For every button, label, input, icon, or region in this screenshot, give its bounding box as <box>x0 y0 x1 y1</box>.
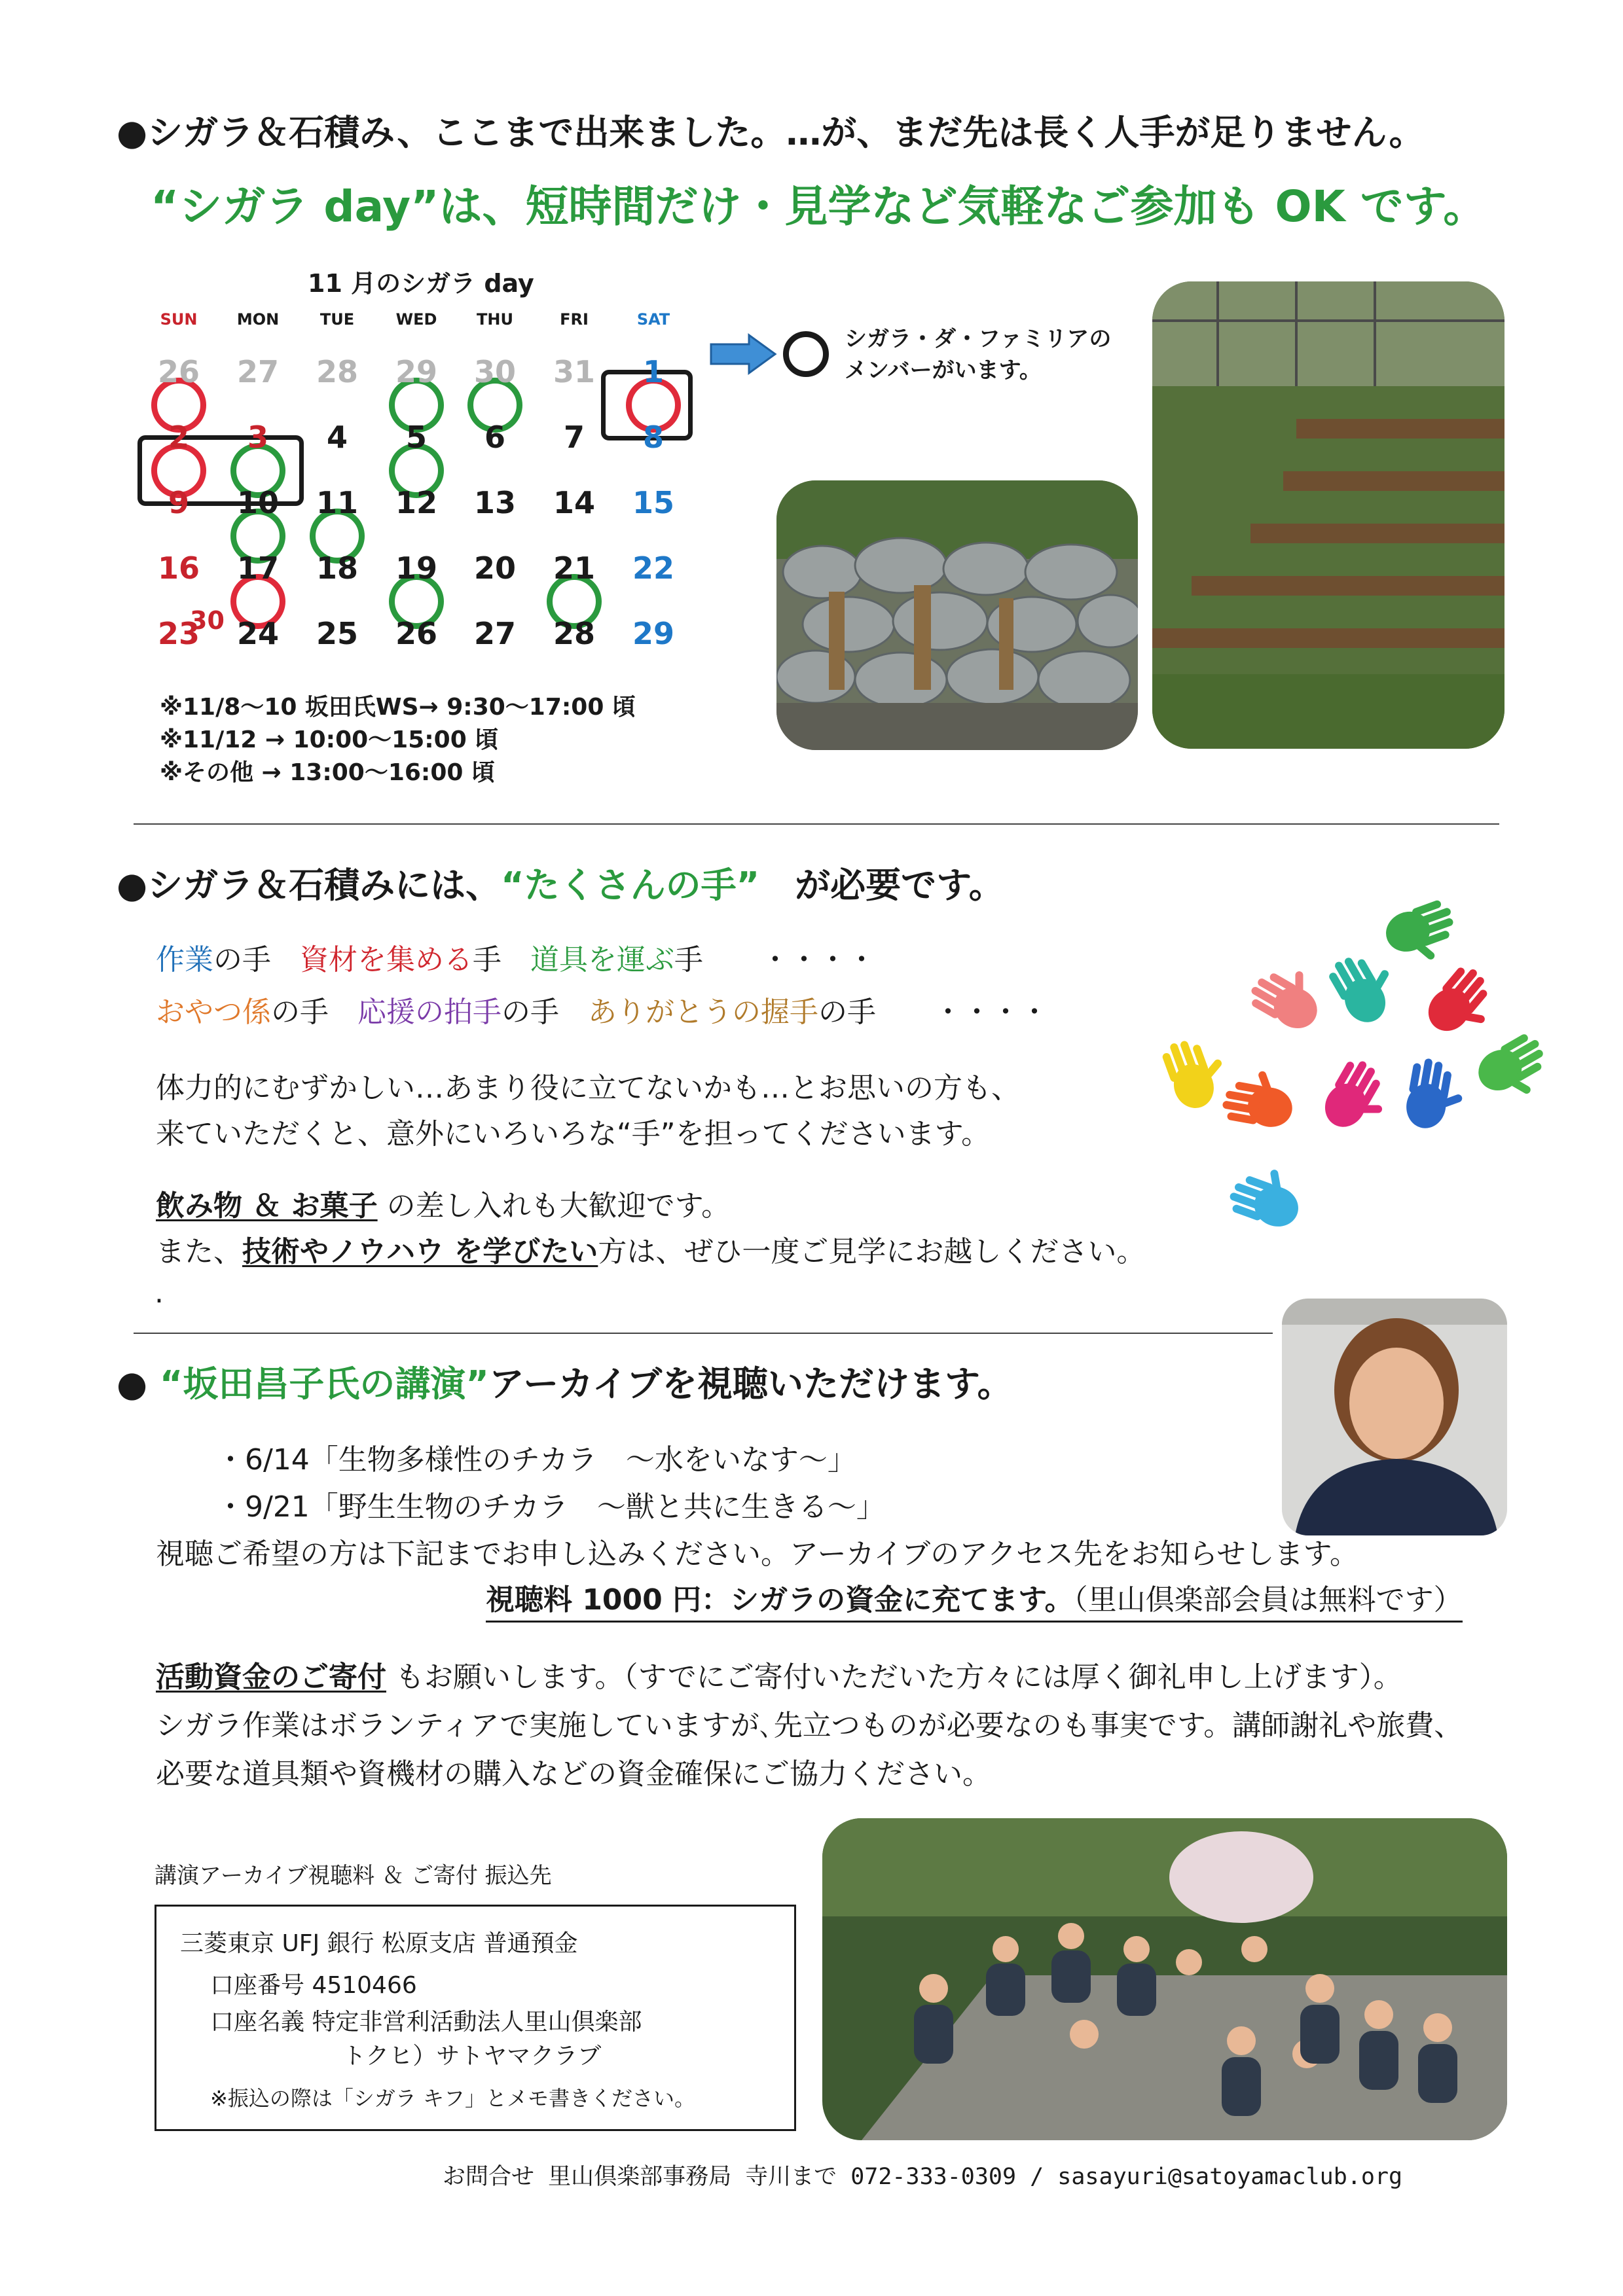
calendar-day: 18 <box>316 550 358 586</box>
dow-tue: TUE <box>319 310 355 329</box>
section2-heading-prefix: ●シガラ＆石積みには、 <box>117 865 501 906</box>
colorful-hands-illustration <box>1139 890 1545 1244</box>
calendar-day: 30 <box>473 354 516 389</box>
hand-sky-icon <box>1225 1157 1309 1233</box>
calendar-legend: シガラ・ダ・ファミリアの メンバーがいます。 <box>845 326 1112 384</box>
hand-teal-icon <box>1324 942 1407 1030</box>
calendar-day: 20 <box>473 550 516 586</box>
hands-work: 作業 <box>156 943 213 977</box>
dow-wed: WED <box>395 310 437 329</box>
archive-item-1: ・6/14「生物多様性のチカラ ～水をいなす～」 <box>216 1443 856 1477</box>
donation-line-1 <box>156 1653 1402 1695</box>
bank-info-box <box>155 1905 796 2131</box>
calendar-day: 29 <box>632 616 674 651</box>
hand-salmon-icon <box>1245 954 1332 1036</box>
donation-line-2: シガラ作業はボランティアで実施していますが､先立つものが必要なのも事実です。講師謝礼や旅費、 <box>156 1709 1463 1742</box>
hands-text-3: 手 ・・・・ <box>674 943 876 977</box>
hands-line-1 <box>156 936 876 978</box>
calendar-day: 24 <box>236 616 279 651</box>
calendar-day: 21 <box>553 550 595 586</box>
section2-heading-highlight: “たくさんの手” <box>501 865 760 906</box>
bank-account-number: 口座番号 4510466 <box>210 1972 417 1999</box>
calendar-day: 25 <box>316 616 358 651</box>
divider-1 <box>134 823 1499 825</box>
calendar-day: 17 <box>236 550 279 586</box>
stone-wall-photo <box>776 480 1138 750</box>
calendar-day: 9 <box>168 485 189 520</box>
calendar-day: 28 <box>316 354 358 389</box>
tech-pre: また、 <box>156 1235 242 1268</box>
donation-line-3: 必要な道具類や資機材の購入などの資金確保にご協力ください。 <box>156 1757 991 1791</box>
shigara-terrace-photo <box>1152 281 1504 749</box>
calendar-note-3: ※その他 → 13:00～16:00 頃 <box>160 759 495 786</box>
dow-fri: FRI <box>560 310 589 329</box>
bank-account-holder: 口座名義 特定非営利活動法人里山倶楽部 <box>210 2009 642 2036</box>
calendar-day-30: 30 <box>190 606 225 635</box>
section1-heading: ●シガラ＆石積み、ここまで出来ました。…が、まだ先は長く人手が足りません。 <box>117 112 1425 153</box>
calendar <box>118 255 707 818</box>
calendar-day: 10 <box>236 485 279 520</box>
legend-ring-icon <box>783 331 829 377</box>
tech-highlight: 技術やノウハウ を学びたい <box>242 1235 598 1268</box>
calendar-day: 28 <box>553 616 595 651</box>
hand-yellow-icon <box>1159 1030 1235 1113</box>
calendar-note-2: ※11/12 → 10:00～15:00 頃 <box>160 726 499 753</box>
hands-materials: 資材を集める <box>300 943 473 977</box>
hands-text-6: の手 ・・・・ <box>818 996 1049 1029</box>
section3-heading-highlight: “坂田昌子氏の講演” <box>159 1363 489 1405</box>
hand-blue-icon <box>1403 1056 1470 1134</box>
hands-tools: 道具を運ぶ <box>530 943 674 977</box>
calendar-note-1: ※11/8～10 坂田氏WS→ 9:30～17:00 頃 <box>160 694 636 721</box>
calendar-day: 11 <box>316 485 358 520</box>
calendar-day: 1 <box>642 354 664 389</box>
section2-para-1: 体力的にむずかしい…あまり役に立てないかも…とお思いの方も、 <box>156 1071 1020 1105</box>
calendar-day: 31 <box>553 354 595 389</box>
calendar-day: 15 <box>632 485 674 520</box>
hand-green-1-icon <box>1380 897 1464 973</box>
hands-line-2 <box>156 988 1049 1030</box>
calendar-day: 16 <box>157 550 200 586</box>
calendar-day: 3 <box>247 420 268 455</box>
hands-snacks: おやつ係 <box>156 996 271 1029</box>
hand-green-2-icon <box>1471 1030 1545 1112</box>
section3-heading-suffix: アーカイブを視聴いただけます。 <box>488 1363 1013 1405</box>
calendar-day: 7 <box>563 420 585 455</box>
calendar-day: 26 <box>395 616 437 651</box>
section3-heading-prefix: ● <box>117 1363 160 1405</box>
speaker-portrait-photo <box>1282 1299 1507 1535</box>
donation-rest: もお願いします。（すでにご寄付いただいた方々には厚く御礼申し上げます）。 <box>386 1660 1402 1694</box>
calendar-day: 22 <box>632 550 674 586</box>
calendar-day: 26 <box>157 354 200 389</box>
dow-sun: SUN <box>160 310 198 329</box>
tech-rest: 方は、ぜひ一度ご見学にお越しください。 <box>598 1235 1146 1268</box>
archive-fee <box>486 1576 1463 1623</box>
calendar-day: 27 <box>236 354 279 389</box>
calendar-day: 27 <box>473 616 516 651</box>
divider-2 <box>134 1333 1273 1334</box>
dow-sat: SAT <box>636 310 670 329</box>
dow-mon: MON <box>236 310 280 329</box>
calendar-day: 5 <box>405 420 427 455</box>
bank-label: 講演アーカイブ視聴料 ＆ ご寄付 振込先 <box>155 1863 552 1889</box>
hands-applause: 応援の拍手 <box>357 996 501 1029</box>
section1-subheading: “シガラ day”は、短時間だけ・見学など気軽なご参加も OK です。 <box>151 181 1487 232</box>
calendar-day: 19 <box>395 550 437 586</box>
section2-heading-suffix: が必要です。 <box>795 865 1004 906</box>
section2-dot: . <box>155 1276 164 1310</box>
archive-item-2: ・9/21「野生生物のチカラ ～獣と共に生きる～」 <box>216 1490 885 1524</box>
calendar-day: 8 <box>642 420 664 455</box>
calendar-title: 11 月のシガラ day <box>308 269 534 298</box>
hands-text-2: 手 <box>473 943 530 977</box>
archive-apply: 視聴ご希望の方は下記までお申し込みください。アーカイブのアクセス先をお知らせします。 <box>156 1537 1359 1571</box>
arrow-right-icon <box>708 332 778 376</box>
fee-rest: （里山倶楽部会員は無料です） <box>1073 1583 1463 1617</box>
bank-transfer-note: ※振込の際は「シガラ キフ」とメモ書きください。 <box>210 2086 695 2111</box>
hand-magenta-icon <box>1317 1054 1400 1142</box>
calendar-day: 13 <box>473 485 516 520</box>
section2-drinks <box>156 1182 730 1224</box>
bank-account-kana: トクヒ）サトヤマクラブ <box>342 2043 602 2070</box>
calendar-day: 14 <box>553 485 595 520</box>
footer-contact: お問合せ 里山倶楽部事務局 寺川まで 072-333-0309 / sasayuri@satoyamaclub.org <box>443 2164 1403 2190</box>
hands-text-1: の手 <box>213 943 300 977</box>
calendar-day: 4 <box>326 420 348 455</box>
hand-red-icon <box>1420 961 1507 1049</box>
bank-name: 三菱東京 UFJ 銀行 松原支店 普通預金 <box>180 1930 578 1957</box>
drinks-rest: の差し入れも大歓迎です。 <box>377 1189 731 1223</box>
section2-tech <box>156 1228 1145 1270</box>
calendar-day: 23 <box>157 616 200 651</box>
calendar-day: 29 <box>395 354 437 389</box>
section3-heading <box>117 1356 1013 1407</box>
hands-text-5: の手 <box>501 996 588 1029</box>
section2-para-2: 来ていただくと、意外にいろいろな“手”を担ってくださいます。 <box>156 1117 991 1151</box>
donation-highlight: 活動資金のご寄付 <box>156 1660 386 1694</box>
hand-orange-icon <box>1220 1064 1298 1131</box>
dow-thu: THU <box>477 310 513 329</box>
hands-text-4: の手 <box>271 996 357 1029</box>
hands-thanks: ありがとうの握手 <box>588 996 818 1029</box>
calendar-day: 6 <box>484 420 505 455</box>
section2-heading <box>117 857 1004 908</box>
group-photo <box>822 1818 1507 2140</box>
calendar-day: 12 <box>395 485 437 520</box>
calendar-day: 2 <box>168 420 189 455</box>
drinks-highlight: 飲み物 ＆ お菓子 <box>156 1189 378 1223</box>
fee-highlight: 視聴料 1000 円：シガラの資金に充てます。 <box>486 1583 1074 1617</box>
